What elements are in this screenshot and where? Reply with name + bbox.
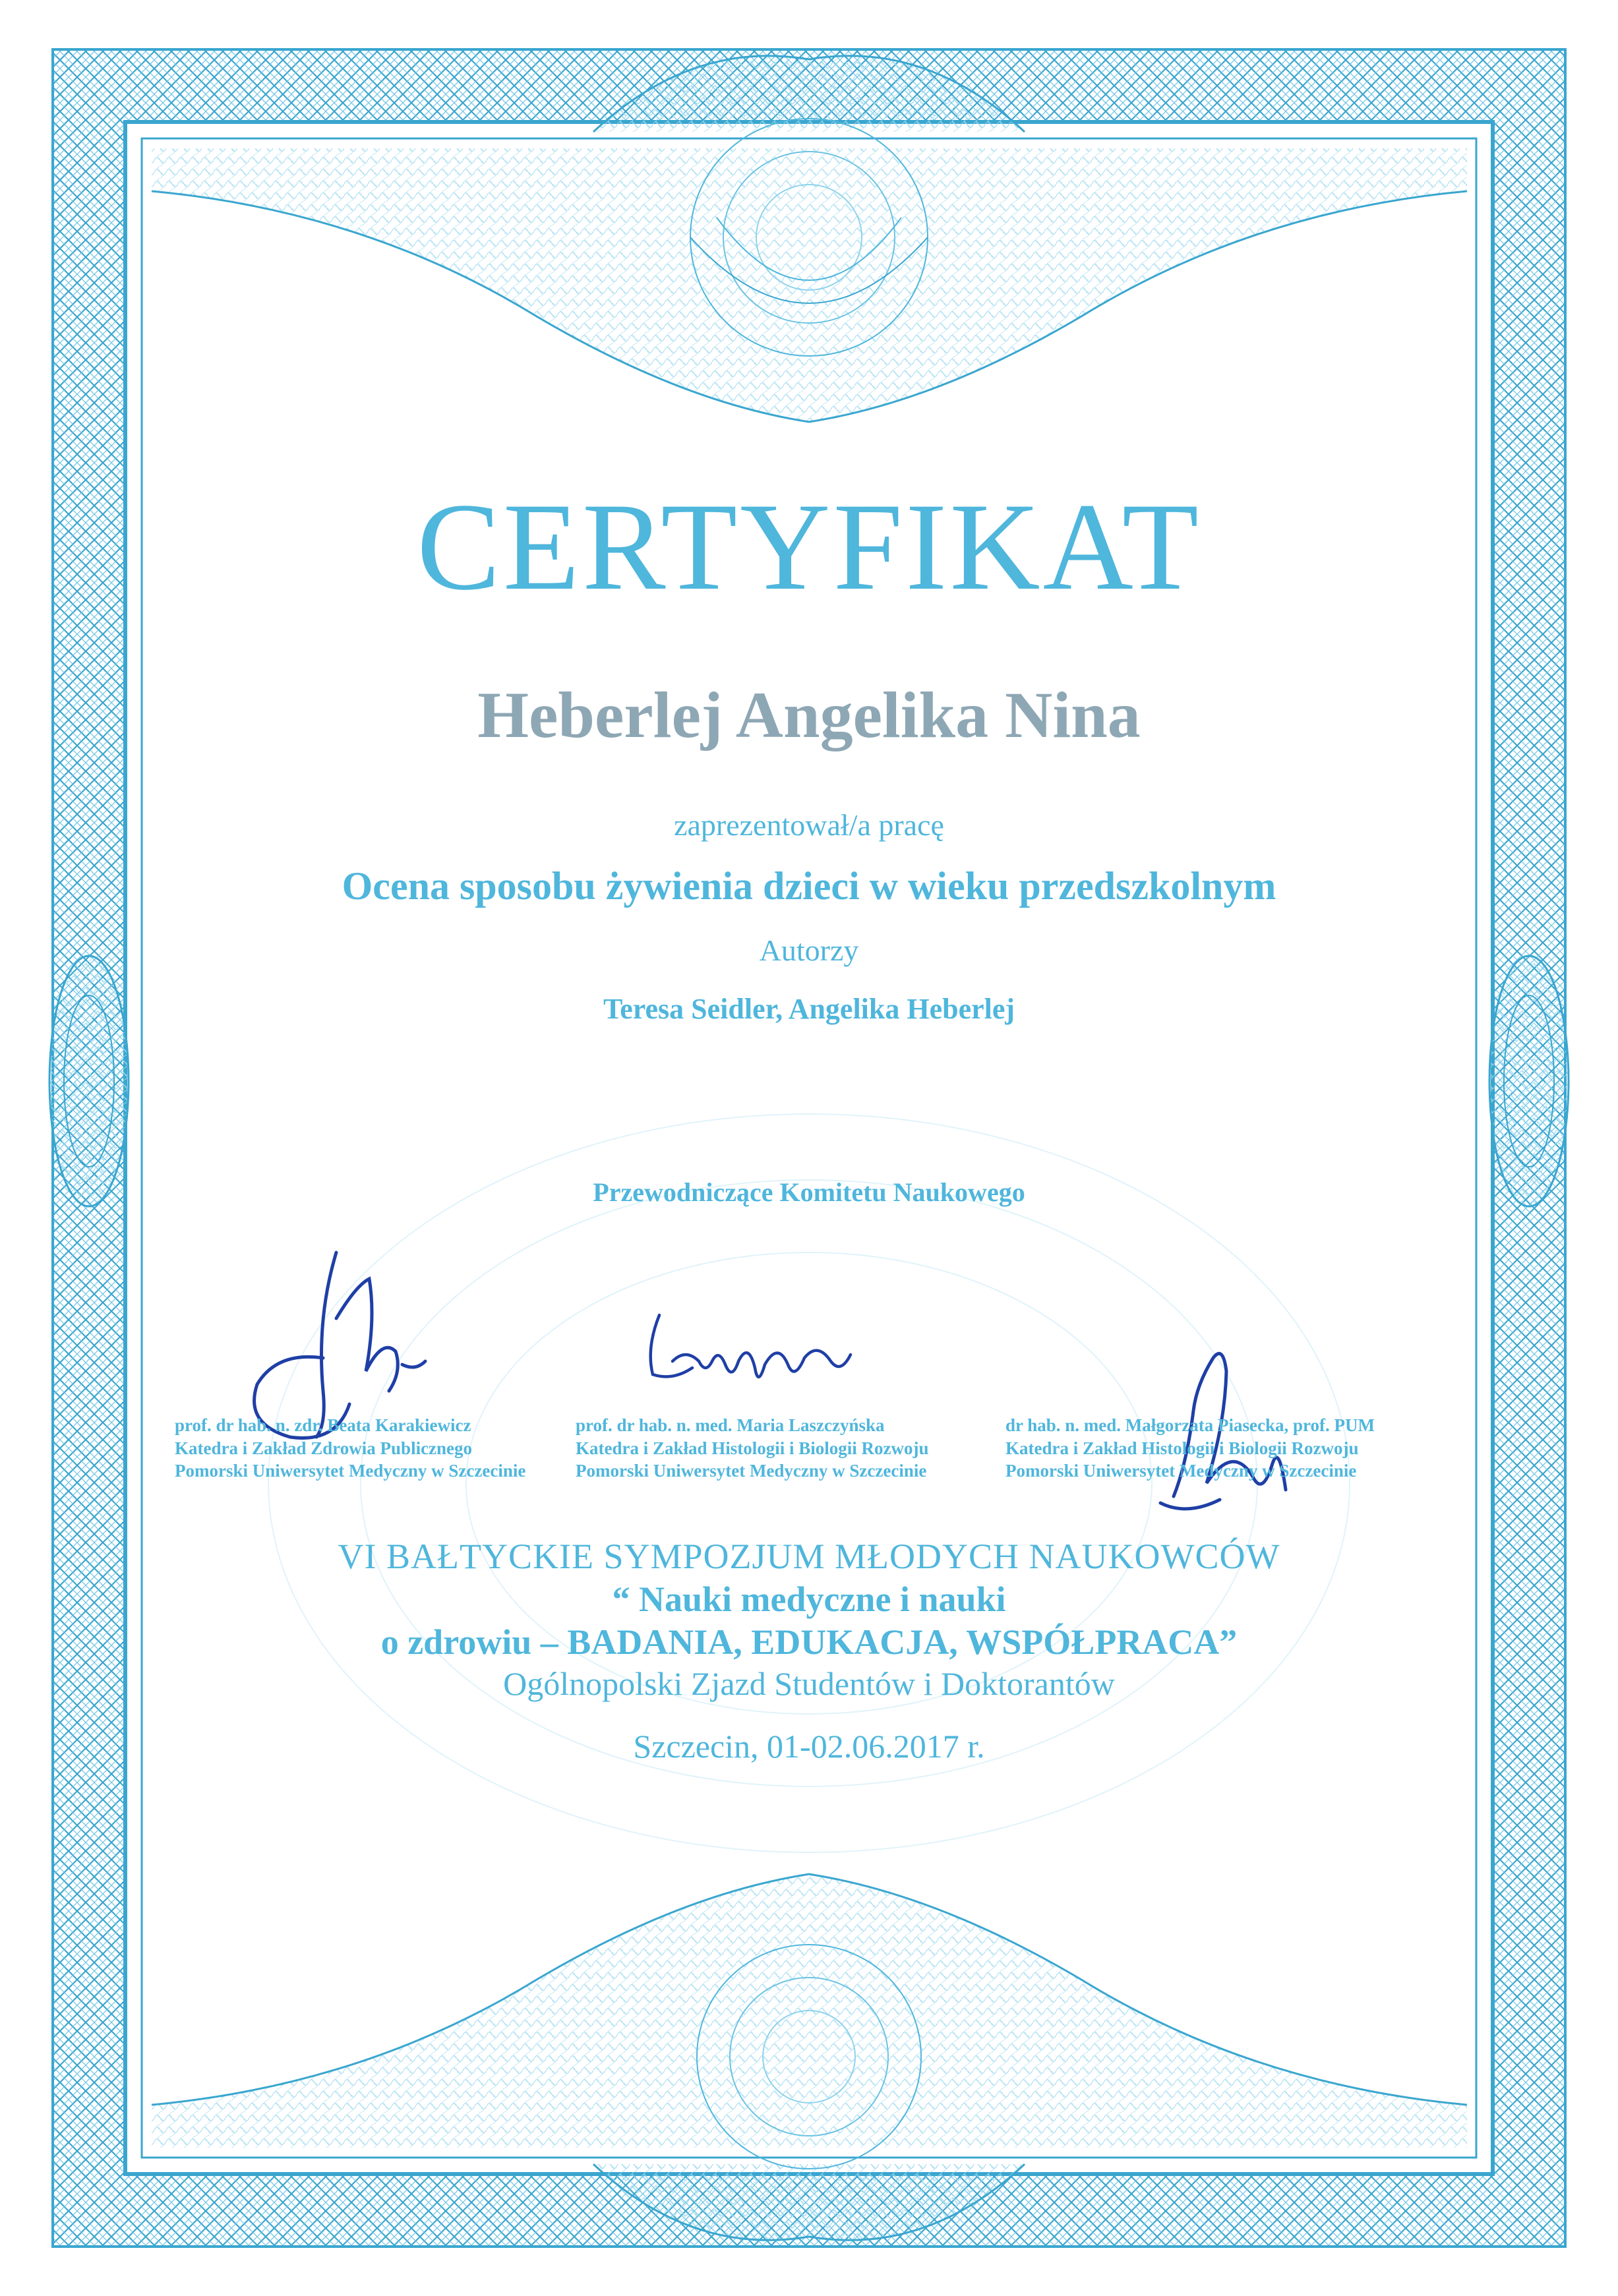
signatory-3-block (1005, 1414, 1427, 1483)
signatory-2-institution: Pomorski Uniwersytet Medyczny w Szczecinie (576, 1461, 927, 1481)
recipient-name: Heberlej Angelika Nina (477, 678, 1141, 751)
inner-frame-line (125, 122, 1493, 2174)
certificate-title: CERTYFIKAT (417, 478, 1201, 616)
signatory-2-block (576, 1414, 984, 1483)
signatory-1-name: prof. dr hab. n. zdr. Beata Karakiewicz (175, 1415, 471, 1435)
signatory-1-institution: Pomorski Uniwersytet Medyczny w Szczecinie (175, 1461, 526, 1481)
event-subtitle-line-2: o zdrowiu – BADANIA, EDUKACJA, WSPÓŁPRACA” (380, 1622, 1238, 1662)
event-subtitle-line-3: Ogólnopolski Zjazd Studentów i Doktorantów (503, 1665, 1115, 1702)
signatory-3-name: dr hab. n. med. Małgorzata Piasecka, prof. PUM (1005, 1415, 1375, 1435)
authors-list: Teresa Seidler, Angelika Heberlej (603, 993, 1015, 1025)
signatory-3-institution: Pomorski Uniwersytet Medyczny w Szczecinie (1005, 1461, 1357, 1481)
committee-label: Przewodniczące Komitetu Naukowego (593, 1177, 1025, 1207)
signatory-2-name: prof. dr hab. n. med. Maria Laszczyńska (576, 1415, 885, 1435)
signatory-3-department: Katedra i Zakład Histologii i Biologii Rozwoju (1005, 1438, 1359, 1458)
signatory-2-department: Katedra i Zakład Histologii i Biologii Rozwoju (576, 1438, 929, 1458)
presented-text: zaprezentował/a pracę (674, 808, 944, 842)
signatory-1-department: Katedra i Zakład Zdrowia Publicznego (175, 1438, 473, 1458)
event-subtitle-line-1: “ Nauki medyczne i nauki (612, 1579, 1006, 1619)
work-title: Ocena sposobu żywienia dzieci w wieku przedszkolnym (342, 864, 1276, 908)
event-name: VI BAŁTYCKIE SYMPOZJUM MŁODYCH NAUKOWCÓW (338, 1537, 1280, 1576)
event-date-place: Szczecin, 01-02.06.2017 r. (633, 1728, 985, 1765)
signature-2-handwritten (633, 1302, 870, 1401)
signatory-1-block (175, 1414, 584, 1483)
authors-label: Autorzy (759, 933, 859, 967)
